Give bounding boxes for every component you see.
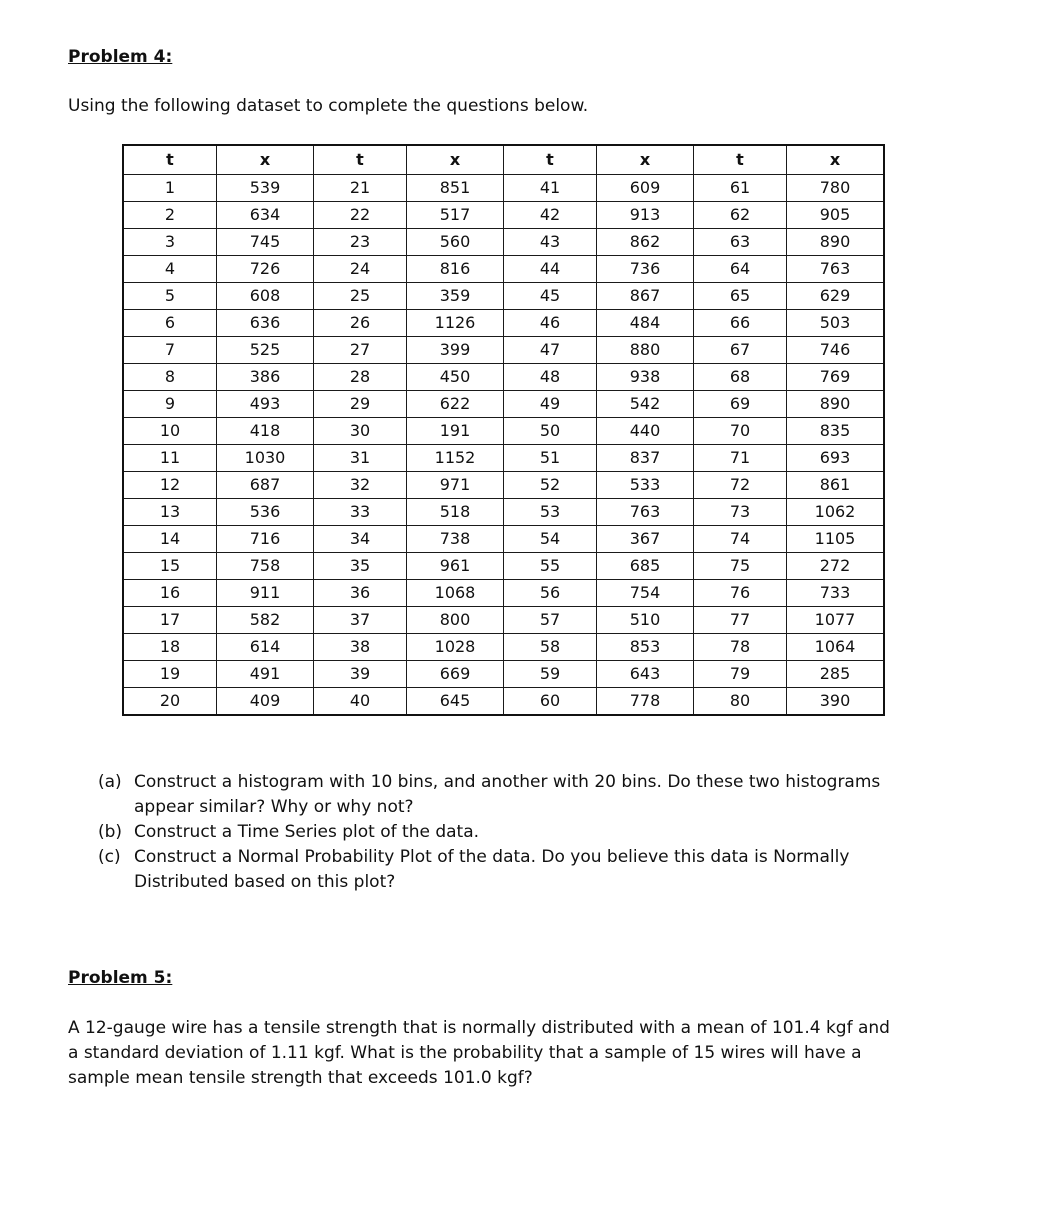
cell-x: 1062 xyxy=(787,499,885,526)
cell-t: 44 xyxy=(504,256,597,283)
cell-t: 41 xyxy=(504,175,597,202)
cell-x: 386 xyxy=(217,364,314,391)
cell-x: 491 xyxy=(217,661,314,688)
cell-t: 29 xyxy=(314,391,407,418)
table-row xyxy=(123,391,884,418)
cell-t: 66 xyxy=(694,310,787,337)
table-row xyxy=(123,499,884,526)
cell-t: 5 xyxy=(123,283,217,310)
cell-x: 905 xyxy=(787,202,885,229)
column-header-x: x xyxy=(217,145,314,175)
table-row xyxy=(123,661,884,688)
table-row xyxy=(123,202,884,229)
cell-t: 59 xyxy=(504,661,597,688)
cell-x: 484 xyxy=(597,310,694,337)
cell-x: 758 xyxy=(217,553,314,580)
cell-x: 890 xyxy=(787,391,885,418)
column-header-t: t xyxy=(504,145,597,175)
cell-x: 191 xyxy=(407,418,504,445)
cell-t: 17 xyxy=(123,607,217,634)
cell-x: 1068 xyxy=(407,580,504,607)
cell-x: 1028 xyxy=(407,634,504,661)
cell-x: 745 xyxy=(217,229,314,256)
cell-x: 1105 xyxy=(787,526,885,553)
cell-t: 14 xyxy=(123,526,217,553)
column-header-t: t xyxy=(123,145,217,175)
cell-t: 12 xyxy=(123,472,217,499)
cell-x: 643 xyxy=(597,661,694,688)
table-row xyxy=(123,472,884,499)
cell-x: 862 xyxy=(597,229,694,256)
cell-x: 539 xyxy=(217,175,314,202)
table-row xyxy=(123,580,884,607)
question-label: (c) xyxy=(98,847,121,867)
table-row xyxy=(123,553,884,580)
cell-t: 23 xyxy=(314,229,407,256)
cell-t: 62 xyxy=(694,202,787,229)
cell-x: 851 xyxy=(407,175,504,202)
table-row xyxy=(123,337,884,364)
cell-x: 733 xyxy=(787,580,885,607)
question-b xyxy=(98,820,938,845)
cell-t: 7 xyxy=(123,337,217,364)
cell-t: 13 xyxy=(123,499,217,526)
question-c xyxy=(98,845,938,895)
cell-x: 961 xyxy=(407,553,504,580)
cell-x: 533 xyxy=(597,472,694,499)
cell-t: 45 xyxy=(504,283,597,310)
cell-x: 399 xyxy=(407,337,504,364)
cell-t: 71 xyxy=(694,445,787,472)
cell-t: 4 xyxy=(123,256,217,283)
cell-t: 51 xyxy=(504,445,597,472)
cell-t: 49 xyxy=(504,391,597,418)
cell-x: 800 xyxy=(407,607,504,634)
cell-t: 40 xyxy=(314,688,407,716)
cell-t: 68 xyxy=(694,364,787,391)
cell-x: 890 xyxy=(787,229,885,256)
cell-x: 853 xyxy=(597,634,694,661)
cell-x: 634 xyxy=(217,202,314,229)
cell-x: 938 xyxy=(597,364,694,391)
cell-x: 763 xyxy=(597,499,694,526)
cell-t: 28 xyxy=(314,364,407,391)
cell-x: 542 xyxy=(597,391,694,418)
cell-x: 272 xyxy=(787,553,885,580)
cell-x: 716 xyxy=(217,526,314,553)
dataset-table xyxy=(122,144,885,716)
cell-t: 79 xyxy=(694,661,787,688)
cell-t: 43 xyxy=(504,229,597,256)
cell-x: 880 xyxy=(597,337,694,364)
cell-x: 622 xyxy=(407,391,504,418)
cell-t: 48 xyxy=(504,364,597,391)
column-header-x: x xyxy=(787,145,885,175)
table-row xyxy=(123,229,884,256)
cell-t: 65 xyxy=(694,283,787,310)
problem-4-questions xyxy=(98,770,938,895)
cell-t: 75 xyxy=(694,553,787,580)
problem-4-intro: Using the following dataset to complete the questions below. xyxy=(68,96,589,116)
cell-t: 11 xyxy=(123,445,217,472)
cell-x: 913 xyxy=(597,202,694,229)
cell-t: 18 xyxy=(123,634,217,661)
cell-t: 54 xyxy=(504,526,597,553)
table-header-row xyxy=(123,145,884,175)
cell-t: 10 xyxy=(123,418,217,445)
cell-t: 2 xyxy=(123,202,217,229)
cell-t: 76 xyxy=(694,580,787,607)
cell-t: 21 xyxy=(314,175,407,202)
cell-t: 74 xyxy=(694,526,787,553)
cell-x: 971 xyxy=(407,472,504,499)
cell-t: 16 xyxy=(123,580,217,607)
question-label: (b) xyxy=(98,822,123,842)
cell-x: 769 xyxy=(787,364,885,391)
cell-t: 8 xyxy=(123,364,217,391)
cell-t: 3 xyxy=(123,229,217,256)
cell-t: 67 xyxy=(694,337,787,364)
cell-x: 614 xyxy=(217,634,314,661)
table-row xyxy=(123,175,884,202)
cell-x: 510 xyxy=(597,607,694,634)
question-text: Construct a histogram with 10 bins, and another with 20 bins. Do these two histograms appear similar? Why or why not? xyxy=(134,772,881,817)
cell-x: 778 xyxy=(597,688,694,716)
cell-t: 39 xyxy=(314,661,407,688)
cell-t: 38 xyxy=(314,634,407,661)
cell-t: 50 xyxy=(504,418,597,445)
cell-t: 64 xyxy=(694,256,787,283)
cell-x: 525 xyxy=(217,337,314,364)
cell-x: 867 xyxy=(597,283,694,310)
cell-t: 19 xyxy=(123,661,217,688)
cell-x: 685 xyxy=(597,553,694,580)
cell-x: 359 xyxy=(407,283,504,310)
cell-t: 56 xyxy=(504,580,597,607)
table-row xyxy=(123,256,884,283)
cell-x: 645 xyxy=(407,688,504,716)
cell-t: 55 xyxy=(504,553,597,580)
problem-4-heading: Problem 4: xyxy=(68,47,173,67)
table-row xyxy=(123,634,884,661)
cell-t: 63 xyxy=(694,229,787,256)
cell-x: 835 xyxy=(787,418,885,445)
cell-x: 816 xyxy=(407,256,504,283)
cell-t: 25 xyxy=(314,283,407,310)
question-text: Construct a Time Series plot of the data. xyxy=(134,822,480,842)
cell-x: 911 xyxy=(217,580,314,607)
cell-x: 608 xyxy=(217,283,314,310)
cell-x: 687 xyxy=(217,472,314,499)
table-row xyxy=(123,688,884,716)
cell-t: 60 xyxy=(504,688,597,716)
cell-t: 20 xyxy=(123,688,217,716)
cell-x: 837 xyxy=(597,445,694,472)
cell-x: 780 xyxy=(787,175,885,202)
question-label: (a) xyxy=(98,772,122,792)
cell-t: 24 xyxy=(314,256,407,283)
table-row xyxy=(123,607,884,634)
column-header-t: t xyxy=(694,145,787,175)
problem-5-text: A 12-gauge wire has a tensile strength that is normally distributed with a mean of 101.4 kgf and a standard deviation of 1.11 kgf. What is the probability that a sample of 15 wires will have a sample mean tensile strength that exceeds 101.0 kgf? xyxy=(68,1018,890,1088)
cell-t: 15 xyxy=(123,553,217,580)
cell-x: 726 xyxy=(217,256,314,283)
cell-t: 37 xyxy=(314,607,407,634)
cell-x: 1152 xyxy=(407,445,504,472)
cell-x: 693 xyxy=(787,445,885,472)
cell-x: 1064 xyxy=(787,634,885,661)
table-row xyxy=(123,526,884,553)
cell-t: 58 xyxy=(504,634,597,661)
cell-t: 47 xyxy=(504,337,597,364)
cell-x: 1126 xyxy=(407,310,504,337)
problem-5-heading: Problem 5: xyxy=(68,968,173,988)
cell-x: 629 xyxy=(787,283,885,310)
cell-t: 73 xyxy=(694,499,787,526)
question-text: Construct a Normal Probability Plot of the data. Do you believe this data is Normally Distributed based on this plot? xyxy=(134,847,850,892)
cell-t: 22 xyxy=(314,202,407,229)
cell-x: 861 xyxy=(787,472,885,499)
column-header-x: x xyxy=(597,145,694,175)
cell-x: 1077 xyxy=(787,607,885,634)
cell-x: 636 xyxy=(217,310,314,337)
cell-t: 53 xyxy=(504,499,597,526)
cell-t: 30 xyxy=(314,418,407,445)
cell-t: 78 xyxy=(694,634,787,661)
cell-t: 36 xyxy=(314,580,407,607)
cell-t: 35 xyxy=(314,553,407,580)
cell-t: 6 xyxy=(123,310,217,337)
cell-t: 52 xyxy=(504,472,597,499)
cell-x: 746 xyxy=(787,337,885,364)
cell-x: 285 xyxy=(787,661,885,688)
cell-t: 31 xyxy=(314,445,407,472)
cell-x: 367 xyxy=(597,526,694,553)
cell-x: 609 xyxy=(597,175,694,202)
cell-x: 440 xyxy=(597,418,694,445)
cell-t: 27 xyxy=(314,337,407,364)
cell-t: 33 xyxy=(314,499,407,526)
column-header-x: x xyxy=(407,145,504,175)
cell-t: 9 xyxy=(123,391,217,418)
cell-x: 736 xyxy=(597,256,694,283)
cell-t: 69 xyxy=(694,391,787,418)
cell-x: 517 xyxy=(407,202,504,229)
table-row xyxy=(123,445,884,472)
column-header-t: t xyxy=(314,145,407,175)
table-row xyxy=(123,283,884,310)
cell-t: 26 xyxy=(314,310,407,337)
table-row xyxy=(123,310,884,337)
cell-t: 72 xyxy=(694,472,787,499)
cell-x: 763 xyxy=(787,256,885,283)
cell-t: 57 xyxy=(504,607,597,634)
cell-t: 34 xyxy=(314,526,407,553)
cell-x: 754 xyxy=(597,580,694,607)
cell-t: 77 xyxy=(694,607,787,634)
cell-t: 80 xyxy=(694,688,787,716)
cell-x: 669 xyxy=(407,661,504,688)
cell-t: 70 xyxy=(694,418,787,445)
cell-t: 32 xyxy=(314,472,407,499)
cell-t: 42 xyxy=(504,202,597,229)
cell-x: 738 xyxy=(407,526,504,553)
cell-x: 536 xyxy=(217,499,314,526)
cell-x: 418 xyxy=(217,418,314,445)
question-a xyxy=(98,770,938,820)
cell-t: 61 xyxy=(694,175,787,202)
table-row xyxy=(123,418,884,445)
cell-t: 46 xyxy=(504,310,597,337)
cell-x: 409 xyxy=(217,688,314,716)
table-row xyxy=(123,364,884,391)
cell-x: 1030 xyxy=(217,445,314,472)
cell-x: 582 xyxy=(217,607,314,634)
cell-x: 518 xyxy=(407,499,504,526)
cell-x: 390 xyxy=(787,688,885,716)
cell-x: 450 xyxy=(407,364,504,391)
cell-t: 1 xyxy=(123,175,217,202)
cell-x: 493 xyxy=(217,391,314,418)
cell-x: 560 xyxy=(407,229,504,256)
cell-x: 503 xyxy=(787,310,885,337)
